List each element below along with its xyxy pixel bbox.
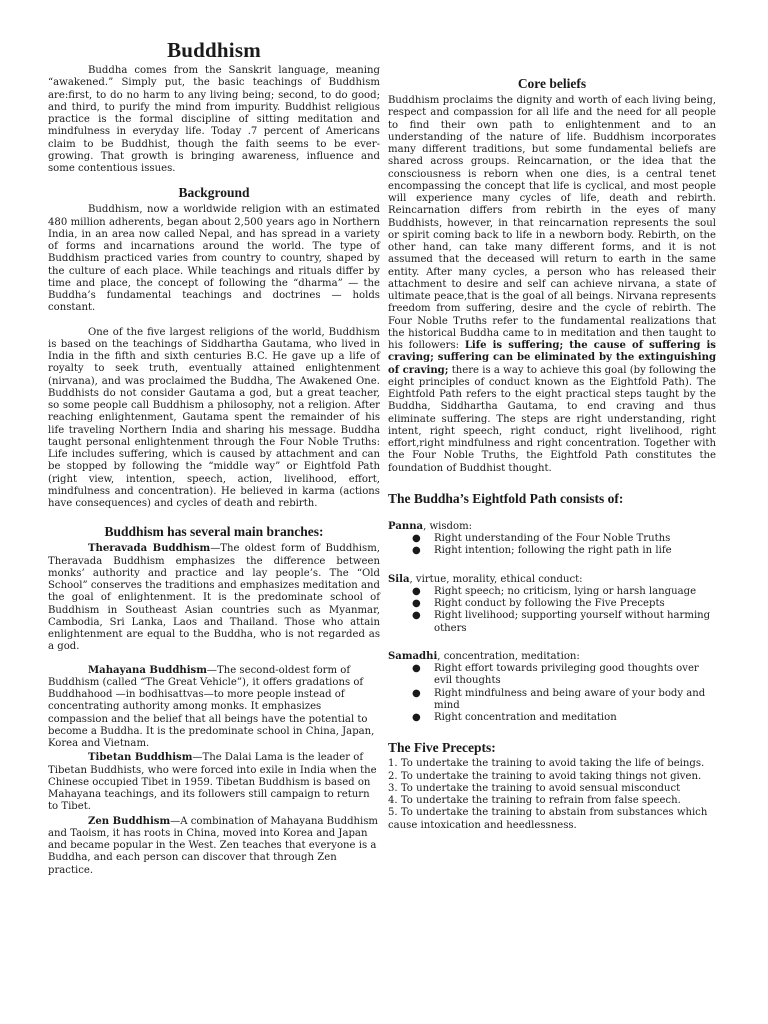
sila-list xyxy=(388,586,716,635)
background-paragraph-2: One of the five largest religions of the world, Buddhism is based on the teachings of Siddhartha Gautama, who lived in India in the fifth and sixth centuries B.C. He gave up a life of royalty to seek truth, eventually attained enlightenment (nirvana), and was proclaimed the Buddha, The Awakened One. Buddhists do not consider Gautama a god, but a great teacher, so some people call Buddhism a philosophy, not a religion. After reaching enlightenment, Gautama spent the remainder of his life traveling Northern India and sharing his message. Buddha taught personal enlightenment through the Four Noble Truths: Life includes suffering, which is caused by attachment and can be stopped by following the “middle way” or Eightfold Path (right view, intention, speech, action, livelihood, effort, mindfulness and concentration). He believed in karma (actions have consequences) and cycles of death and rebirth. xyxy=(48,326,380,509)
list-item: ● Right understanding of the Four Noble Truths xyxy=(412,533,671,544)
list-item: ● Right conduct by following the Five Precepts xyxy=(412,598,665,609)
five-precepts-heading: The Five Precepts: xyxy=(388,740,496,756)
branch-name: Zen Buddhism xyxy=(88,815,171,827)
panna-list xyxy=(388,533,716,558)
core-beliefs-heading: Core beliefs xyxy=(517,76,587,91)
sila-label: Sila, virtue, morality, ethical conduct: xyxy=(388,573,583,585)
list-item: ● Right livelihood; supporting yourself without harming others xyxy=(412,610,711,634)
right-column xyxy=(388,76,716,832)
precept-item: 2. To undertake the training to avoid taking things not given. xyxy=(388,770,702,782)
list-item: ● Right effort towards privileging good thoughts over evil thoughts xyxy=(412,663,699,687)
intro-paragraph: Buddha comes from the Sanskrit language, meaning “awakened.” Simply put, the basic teachings of Buddhism are:first, to do no harm to any living being; second, to do good; and third, to purify the mind from impurity. Buddhist religious practice is the formal discipline of sitting meditation and mindfulness in everyday life. Today .7 percent of Americans claim to be Buddhist, though the faith seems to be ever-growing. That growth is bringing awareness, influence and some contentious issues. xyxy=(48,65,380,174)
list-item: ● Right speech; no criticism, lying or harsh language xyxy=(412,585,697,597)
precept-item: 4. To undertake the training to refrain from false speech. xyxy=(388,795,681,806)
eightfold-heading: The Buddha’s Eightfold Path consists of: xyxy=(388,490,624,506)
branch-theravada xyxy=(48,543,380,653)
branch-mahayana xyxy=(48,665,380,751)
list-item: ● Right intention; following the right path in life xyxy=(412,545,672,557)
list-item: ● Right mindfulness and being aware of your body and mind xyxy=(412,687,706,711)
list-item: ● Right concentration and meditation xyxy=(412,712,617,723)
branch-text: —A combination of Mahayana Buddhism and Taoism, it has roots in China, moved into Korea and Japan and became popular in the West. Zen teaches that everyone is a Buddha, and each person can discover that through Zen practice. xyxy=(48,815,379,876)
page-title: Buddhism xyxy=(167,38,261,62)
precepts-list xyxy=(388,758,716,832)
branch-name: Mahayana Buddhism xyxy=(88,664,207,676)
left-column xyxy=(48,38,380,877)
core-text-b: there is a way to achieve this goal (by following the eight principles of conduct known as the Eightfold Path). The Eightfold Path refers to the eight practical steps taught by the Buddha, Siddhartha Gautama, to end craving and thus eliminate suffering. The steps are right understanding, right intent, right speech, right conduct, right livelihood, right effort,right mindfulness and right concentration. Together with the Four Noble Truths, the Eightfold Path constitutes the foundation of Buddhist thought. xyxy=(388,364,716,474)
branch-zen xyxy=(48,816,380,877)
four-noble-truths-text: Life is suffering; the cause of suffering is craving; suffering can be eliminated by the extinguishing of craving; xyxy=(388,340,716,376)
background-heading: Background xyxy=(178,185,250,201)
branch-tibetan xyxy=(48,752,380,813)
branch-text: —The oldest form of Buddhism, Theravada Buddhism emphasizes the difference between monks’ authority and practice and lay people’s. The “Old School” conserves the traditions and emphasizes meditation and the goal of enlightenment. It is the predominate school of Buddhism in Southeast Asian countries such as Myanmar, Cambodia, Sri Lanka, Laos and Thailand. Those who attain enlightenment are equal to the Buddha, who is not regarded as a god. xyxy=(48,543,380,653)
branch-text: —The Dalai Lama is the leader of Tibetan Buddhists, who were forced into exile in India when the Chinese occupied Tibet in 1959. Tibetan Buddhism is based on Mahayana teachings, and its followers still campaign to return to Tibet. xyxy=(48,752,377,813)
precept-item: 5. To undertake the training to abstain from substances which cause intoxication and heedlessness. xyxy=(388,807,708,831)
samadhi-list xyxy=(388,663,716,724)
branch-name: Theravada Buddhism xyxy=(88,543,211,555)
branches-heading: Buddhism has several main branches: xyxy=(104,524,324,540)
samadhi-label: Samadhi, concentration, meditation: xyxy=(388,650,580,662)
precept-item: 3. To undertake the training to avoid sensual misconduct xyxy=(388,782,681,794)
panna-label: Panna, wisdom: xyxy=(388,520,473,532)
precept-item: 1. To undertake the training to avoid taking the life of beings. xyxy=(388,758,705,770)
branch-text: —The second-oldest form of Buddhism (called “The Great Vehicle”), it offers gradations of Buddhahood —in bodhisattvas—to more people instead of concentrating authority among monks. It emphasizes compassion and the belief that all beings have the potential to become a Buddha. It is the predominate school in China, Japan, Korea and Vietnam. xyxy=(48,664,375,749)
background-paragraph-1: Buddhism, now a worldwide religion with an estimated 480 million adherents, began about 2,500 years ago in Northern India, in an area now called Nepal, and has spread in a variety of forms and incarnations around the world. The type of Buddhism practiced varies from country to country, shaped by the culture of each place. While teachings and rituals differ by time and place, the concept of following the “dharma” — the Buddha’s fundamental teachings and doctrines — holds constant. xyxy=(48,204,380,314)
branch-name: Tibetan Buddhism xyxy=(88,752,193,764)
core-text-a: Buddhism proclaims the dignity and worth of each living being, respect and compassion for all life and the need for all people to find their own path to enlightenment and to an understanding of the nature of life. Buddhism incorporates many different traditions, but some fundamental beliefs are shared across groups. Reincarnation, or the idea that the consciousness is reborn when one dies, is a central tenet encompassing the concept that life is cyclical, and most people will experience many cycles of life, death and rebirth. Reincarnation differs from rebirth in the eyes of many Buddhists, however, in that reincarnation represents the soul or spirit coming back to life in a newborn body. Rebirth, on the other hand, can take many different forms, and it is not assumed that the deceased will return to earth in the same entity. After many cycles, a person who has released their attachment to desire and self can achieve nirvana, a state of ultimate peace,that is the goal of all beings. Nirvana represents freedom from suffering, desire and the cycle of rebirth. The Four Noble Truths refer to the fundamental realizations that the historical Buddha came to in meditation and then taught to his followers: xyxy=(388,95,716,351)
core-beliefs-paragraph xyxy=(388,95,716,475)
